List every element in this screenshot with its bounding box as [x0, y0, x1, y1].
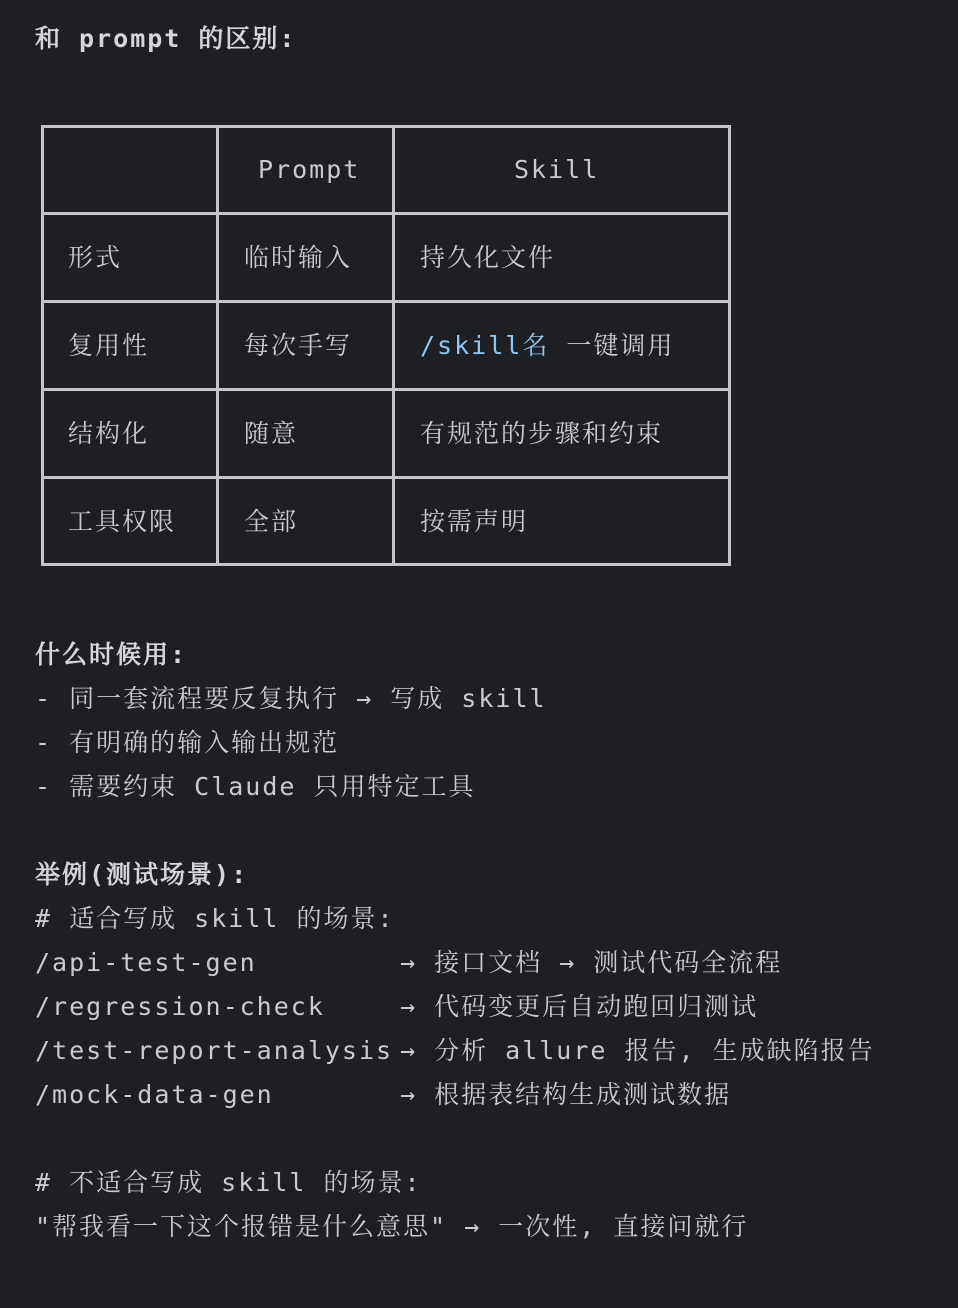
list-item: - 同一套流程要反复执行 → 写成 skill [35, 684, 547, 713]
heading-diff: 和 prompt 的区别: [35, 24, 297, 53]
table-cell-skill: 有规范的步骤和约束 [420, 419, 664, 448]
table-border [41, 563, 731, 566]
table-header-prompt: Prompt [258, 155, 361, 184]
table-cell-feature: 复用性 [68, 331, 150, 360]
example-description: → 根据表结构生成测试数据 [400, 1080, 732, 1109]
comment-line: # 不适合写成 skill 的场景: [35, 1168, 422, 1197]
example-command: /test-report-analysis [35, 1036, 394, 1065]
list-item: - 有明确的输入输出规范 [35, 728, 340, 757]
table-cell-prompt: 全部 [244, 507, 299, 536]
table-border [216, 125, 219, 566]
when-heading: 什么时候用: [35, 640, 188, 669]
example-command: /api-test-gen [35, 948, 257, 977]
table-border [41, 388, 731, 391]
table-border [392, 125, 395, 566]
comment-line: # 适合写成 skill 的场景: [35, 904, 395, 933]
comparison-table [41, 125, 731, 566]
table-header-skill: Skill [514, 155, 600, 184]
table-border [41, 476, 731, 479]
table-border [41, 125, 731, 128]
table-cell-prompt: 临时输入 [244, 243, 353, 272]
table-cell-skill: 持久化文件 [420, 243, 556, 272]
list-item: - 需要约束 Claude 只用特定工具 [35, 772, 476, 801]
table-cell-skill: /skill名 一键调用 [420, 331, 675, 360]
example-command: /regression-check [35, 992, 325, 1021]
example-unsuitable: "帮我看一下这个报错是什么意思" → 一次性, 直接问就行 [35, 1212, 749, 1241]
example-command: /mock-data-gen [35, 1080, 274, 1109]
table-cell-feature: 结构化 [68, 419, 150, 448]
table-cell-prompt: 每次手写 [244, 331, 353, 360]
table-border [41, 300, 731, 303]
example-description: → 分析 allure 报告, 生成缺陷报告 [400, 1036, 875, 1065]
example-heading: 举例(测试场景): [35, 860, 249, 889]
table-cell-prompt: 随意 [244, 419, 299, 448]
table-cell-feature: 形式 [68, 243, 123, 272]
skill-command: /skill名 [420, 331, 550, 360]
table-border [41, 125, 44, 566]
example-description: → 代码变更后自动跑回归测试 [400, 992, 759, 1021]
table-border [728, 125, 731, 566]
table-cell-skill: 按需声明 [420, 507, 529, 536]
table-border [41, 212, 731, 215]
example-description: → 接口文档 → 测试代码全流程 [400, 948, 783, 977]
table-cell-feature: 工具权限 [68, 507, 177, 536]
